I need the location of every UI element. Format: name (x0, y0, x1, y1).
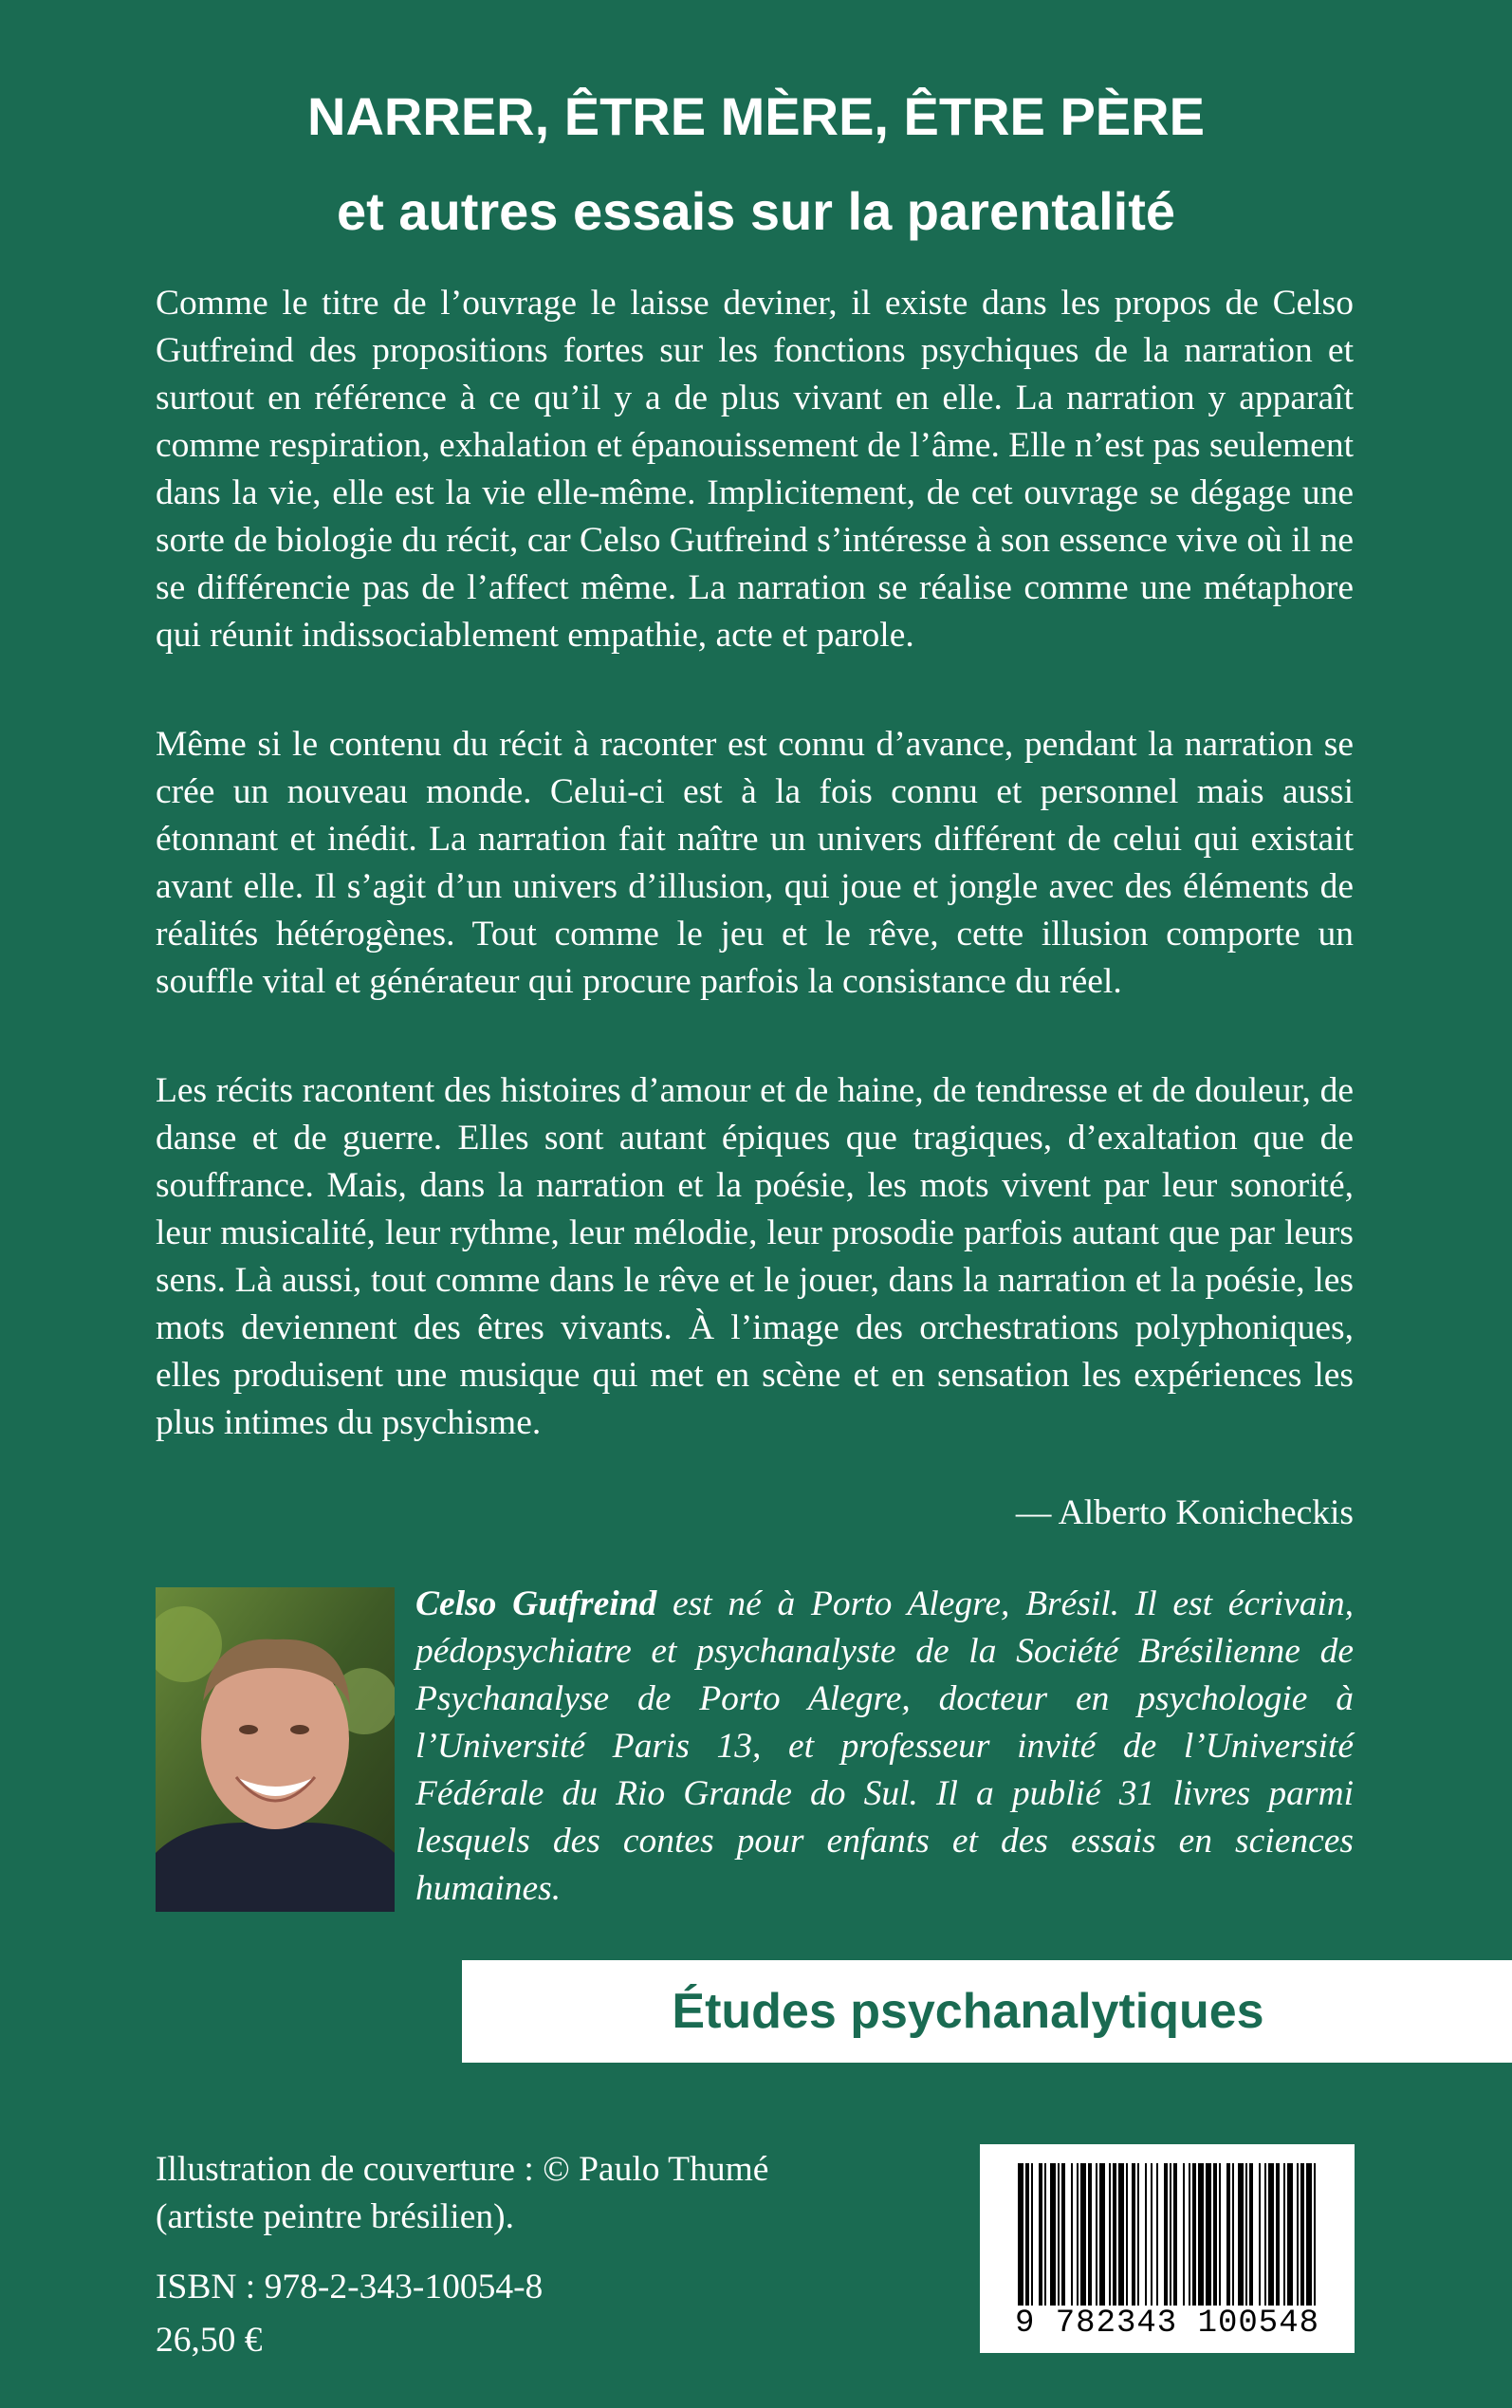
isbn: ISBN : 978-2-343-10054-8 (156, 2268, 544, 2306)
summary-paragraph-3: Les récits racontent des histoires d’amour et de haine, de tendresse et de douleur, de danse et de guerre. Elles sont autant épiques que tragiques, d’exaltation que de souffrance. Mais, dans la narration et la poésie, les mots vivent par leur sonorité, leur musicalité, leur rythme, leur mélodie, leur prosodie parfois autant que par leurs sens. Là aussi, tout comme dans le rêve et le jouer, dans la narration et la poésie, les mots deviennent des êtres vivants. À l’image des orchestrations polyphoniques, elles produisent une musique qui met en scène et en sensation les expériences les plus intimes du psychisme. (156, 1071, 1354, 1442)
barcode (980, 2144, 1355, 2353)
cover-credit-note: (artiste peintre brésilien). (156, 2197, 514, 2236)
summary-paragraph-1: Comme le titre de l’ouvrage le laisse deviner, il existe dans les propos de Celso Gutfreind des propositions fortes sur les fonctions psychiques de la narration et surtout en référence à ce qu’il y a de plus vivant en elle. La narration y apparaît comme respiration, exhalation et épanouissement de l’âme. Elle n’est pas seulement dans la vie, elle est la vie elle-même. Implicitement, de cet ouvrage se dégage une sorte de biologie du récit, car Celso Gutfreind s’intéresse à son essence vive où il ne se différencie pas de l’affect même. La narration se réalise comme une métaphore qui réunit indissociablement empathie, acte et parole. (156, 284, 1354, 655)
author-bio-text: est né à Porto Alegre, Brésil. Il est écrivain, pédopsychiatre et psychanalyste de la Société Brésilienne de Psychanalyse de Porto Alegre, docteur en psychologie à l’Université Paris 13, et professeur invité de l’Université Fédérale du Rio Grande do Sul. Il a publié 31 livres parmi lesquels des contes pour enfants et des essais en sciences humaines. (415, 1584, 1354, 1908)
review-signature: — Alberto Konicheckis (1015, 1493, 1354, 1532)
author-photo (156, 1587, 395, 1912)
series-banner (462, 1960, 1512, 2063)
barcode-digits: 9 782343 100548 (1014, 2306, 1320, 2342)
book-subtitle: et autres essais sur la parentalité (337, 181, 1175, 241)
author-bio (415, 1581, 1354, 1913)
summary-paragraph-2: Même si le contenu du récit à raconter est connu d’avance, pendant la narration se crée un nouveau monde. Celui-ci est à la fois connu et personnel mais aussi étonnant et inédit. La narration fait naître un univers différent de celui qui existait avant elle. Il s’agit d’un univers d’illusion, qui joue et jongle avec des éléments de réalités hétérogènes. Tout comme le jeu et le rêve, cette illusion comporte un souffle vital et générateur qui procure parfois la consistance du réel. (156, 725, 1354, 1001)
price: 26,50 € (156, 2321, 263, 2360)
book-title: NARRER, ÊTRE MÈRE, ÊTRE PÈRE (307, 86, 1205, 146)
cover-credit: Illustration de couverture : © Paulo Thumé (156, 2150, 769, 2189)
series-label: Études psychanalytiques (672, 1984, 1264, 2039)
author-name: Celso Gutfreind (415, 1584, 657, 1623)
